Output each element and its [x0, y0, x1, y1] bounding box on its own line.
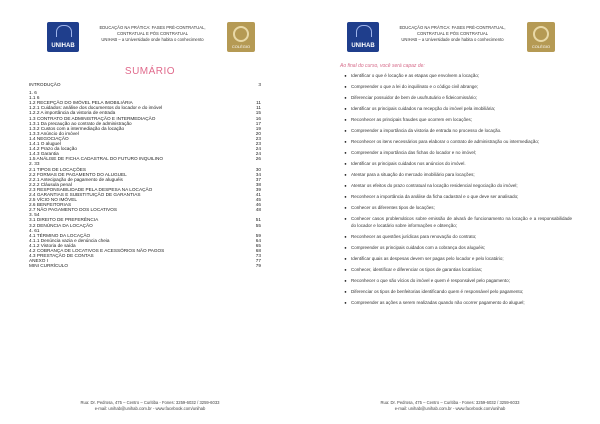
objective-text: Atentar para a situação do mercado imobiliário para locações; [351, 171, 475, 177]
bullet-icon: ● [344, 83, 347, 89]
toc-entry-label: 2.1 TIPOS DE LOCAÇÕES [29, 166, 86, 172]
bullet-icon: ● [344, 73, 347, 78]
toc-entry-page: 41 [255, 191, 261, 197]
toc-entry-page: 26 [255, 156, 261, 162]
unihab-logo: UNIHAB [347, 22, 379, 52]
header-text [390, 25, 515, 43]
toc-entry-label: 2. 33 [29, 161, 40, 167]
objective-text: Compreender as ações a serem realizadas quando não ocorrer pagamento do aluguel; [351, 299, 525, 305]
toc-entry-label: INTRODUÇÃO [29, 82, 61, 87]
objective-item [340, 211, 572, 229]
bullet-icon: ● [344, 149, 347, 155]
toc-entry-page: 24 [255, 151, 261, 157]
objective-item [340, 72, 572, 79]
objective-item [340, 251, 572, 262]
objective-item [340, 262, 572, 273]
objective-item [340, 200, 572, 211]
bullet-icon: ● [344, 204, 347, 210]
page-header [0, 22, 300, 56]
toc-entry-label: 4.2 COBRANÇA DE LOCATIVOS E ACESSÓRIOS NÃO PAGOS [29, 248, 165, 253]
page-header [300, 22, 600, 56]
bullet-icon: ● [344, 234, 347, 240]
bullet-icon: ● [344, 116, 347, 122]
toc-entry-label: 1.3 CONTRATO DE ADMINISTRAÇÃO E INTERMEDIAÇÃO [29, 115, 156, 121]
objective-item [340, 229, 572, 240]
bullet-icon: ● [344, 245, 347, 251]
toc-entry-page: 15 [255, 110, 261, 116]
toc-entry-label: 2.7 NÃO PAGAMENTO DOS LOCATIVOS [29, 207, 118, 213]
toc-entry-label: 2.4 GARANTIAS E SUBSTITUIÇÃO DE GARANTIAS [29, 191, 141, 197]
toc-entry-label: 1. 6 [29, 90, 37, 96]
objective-text: Conhecer os diferentes tipos de locações; [351, 204, 435, 210]
objective-item [340, 167, 572, 178]
toc-entry-page: 23 [255, 141, 261, 147]
page-footer [40, 400, 260, 412]
toc-entry-label: 4.3 PRESTAÇÃO DE CONTAS [29, 253, 94, 259]
toc-entry-label: 1.3.3 Anúncio do imóvel [29, 130, 79, 136]
objective-text: Reconhecer o que são vícios do imóvel e quem é responsável pelo pagamento; [351, 278, 510, 284]
toc-entry-label: 3.2 DENÚNCIA DA LOCAÇÃO [29, 222, 93, 228]
bullet-icon: ● [344, 299, 347, 305]
bullet-icon: ● [344, 138, 347, 144]
objective-item [340, 90, 572, 101]
toc-entry-label: 1.4.2 Prazo da locação [29, 146, 77, 152]
bullet-icon: ● [344, 182, 347, 188]
footer-address: Rua: Dr. Pedrosa, 475 – Centro – Curitiba - Fones: 3259-6032 / 3259-6033 [380, 400, 520, 405]
toc-entry-page: 65 [255, 242, 261, 248]
objective-text: Reconhecer a importância da análise da ficha cadastral e o que deve ser analisado; [351, 193, 519, 199]
toc-entry-label: 2.5 VÍCIO NO IMÓVEL [29, 197, 77, 203]
objective-text: Identificar quais as despesas devem ser pagas pelo locador e pelo locatário; [351, 256, 504, 262]
toc-title: SUMÁRIO [124, 66, 176, 77]
toc-entry-label: 4.1.1 Denúncia vazia e denúncia cheia [29, 237, 110, 243]
table-of-contents [29, 82, 261, 268]
objective-item [340, 295, 572, 306]
objective-item [340, 145, 572, 156]
header-line: UNIHAB – a Universidade onde habita o conhecimento [101, 37, 204, 42]
bullet-icon: ● [344, 193, 347, 199]
toc-entry-page: 77 [255, 258, 261, 264]
college-seal: COLÉGIO [227, 22, 255, 52]
toc-entry-page: 79 [255, 263, 261, 269]
objective-text: Compreender o que a lei do inquilinato e o código civil abrange; [351, 83, 479, 89]
objective-item [340, 79, 572, 90]
bullet-icon: ● [344, 160, 347, 166]
objective-item [340, 240, 572, 251]
toc-entry-label: 1.4 NEGOCIAÇÃO [29, 135, 69, 141]
toc-entry-page: 20 [255, 130, 261, 136]
footer-address: Rua: Dr. Pedrosa, 475 – Centro – Curitiba - Fones: 3259-6032 / 3259-6033 [80, 400, 220, 405]
toc-entry-page: 11 [256, 105, 261, 111]
toc-entry-label: 4.1 TÉRMINO DA LOCAÇÃO [29, 232, 91, 238]
toc-entry-page: 55 [255, 222, 261, 228]
objective-text: Conhecer casos problemáticos sobre emissão de alvará de funcionamento na locação e a responsabilidade do locador e locatário sobre informações e obtenção; [351, 215, 572, 229]
header-line: UNIHAB – a Universidade onde habita o conhecimento [401, 37, 504, 42]
objective-item [340, 273, 572, 284]
toc-entry-label: 3.1 DIREITO DE PREFERÊNCIA [29, 217, 99, 223]
objective-item [340, 189, 572, 200]
bullet-icon: ● [344, 278, 347, 284]
toc-entry-page: 19 [255, 125, 261, 131]
header-line: CONTRATUAL E PÓS CONTRATUAL [416, 31, 489, 36]
toc-entry-page: 16 [255, 115, 261, 121]
objectives-list [340, 72, 572, 306]
toc-entry-label: 1.2.2 A importância da vistoria de entrada [29, 110, 116, 116]
objective-item [340, 101, 572, 112]
toc-entry-label: 2.2 FORMAS DE PAGAMENTO DO ALUGUEL [29, 171, 127, 177]
bullet-icon: ● [344, 256, 347, 262]
objective-text: Conhecer, identificar e diferenciar os tipos de garantias locatícias; [351, 267, 483, 273]
toc-entry-label: 1.3.2 Custos com a intermediação da locação [29, 125, 125, 131]
toc-entry-label: 2.2.1 Antecipação de pagamento de aluguéis [29, 176, 123, 182]
toc-entry[interactable] [29, 263, 261, 268]
objective-text: Compreender os principais cuidados com a cobrança dos aluguéis; [351, 245, 486, 251]
objective-text: Compreender a importância das fichas do locador e no imóvel; [351, 149, 477, 155]
objective-text: Identificar o que é locação e as etapas que envolvem a locação; [351, 73, 480, 78]
objective-text: Reconhecer as principais fraudes que ocorrem em locações; [351, 116, 473, 122]
toc-entry-page: 45 [255, 197, 261, 203]
bullet-icon: ● [344, 171, 347, 177]
header-line: CONTRATUAL E PÓS CONTRATUAL [116, 31, 189, 36]
page-right [300, 0, 600, 424]
toc-entry-page: 73 [255, 253, 261, 259]
bullet-icon: ● [344, 289, 347, 294]
header-text [90, 25, 215, 43]
objective-text: Identificar os principais cuidados nos anúncios do imóvel. [351, 160, 466, 166]
bullet-icon: ● [344, 94, 347, 100]
toc-entry-label: 1.4.3 Garantia [29, 151, 59, 157]
objective-text: Compreender a importância da vistoria de entrada no processo de locação. [351, 127, 502, 133]
toc-entry-page: 59 [255, 232, 261, 238]
toc-entry-label: 3. 54 [29, 212, 40, 218]
objective-item [340, 123, 572, 134]
toc-entry-page: 17 [255, 120, 261, 126]
objective-item [340, 134, 572, 145]
toc-entry-label: 2.3 RESPONSABILIDADE PELA DESPESA NA LOCAÇÃO [29, 186, 153, 192]
college-seal: COLÉGIO [527, 22, 555, 52]
toc-entry-label: 4. 61 [29, 227, 40, 233]
objective-item [340, 178, 572, 189]
page-footer [340, 400, 560, 412]
bullet-icon: ● [344, 267, 347, 273]
toc-entry-page: 51 [255, 217, 261, 223]
toc-entry-page: 68 [255, 248, 261, 253]
objective-item [340, 156, 572, 167]
toc-entry-page: 3 [258, 82, 261, 87]
toc-entry-page: 64 [255, 237, 261, 243]
toc-entry-label: 1.2 RECEPÇÃO DO IMÓVEL PELA IMOBILIÁRIA [29, 100, 133, 106]
bullet-icon: ● [344, 105, 347, 111]
objective-item [340, 284, 572, 295]
toc-entry-page: 48 [255, 207, 261, 213]
objective-item [340, 112, 572, 123]
footer-contact: e-mail: unihab@unihab.com.br - www.facebook.com/unihab [94, 406, 206, 411]
bullet-icon: ● [344, 127, 347, 133]
toc-entry-label: MINI CURRÍCULO [29, 263, 69, 269]
toc-entry-label: ANEXO I [29, 258, 49, 264]
bullet-icon: ● [344, 215, 347, 221]
header-line: EDUCAÇÃO NA PRÁTICA: FASES PRÉ-CONTRATUAL, [99, 25, 206, 30]
unihab-logo: UNIHAB [47, 22, 79, 52]
toc-entry-page: 23 [255, 135, 261, 141]
toc-entry-page: 24 [255, 146, 261, 152]
objective-text: Atentar os efeitos do prazo contratual na locação residencial negociação do imóvel; [351, 182, 518, 188]
toc-entry-label: 1.4.1 O aluguel [29, 141, 61, 147]
footer-contact: e-mail: unihab@unihab.com.br - www.facebook.com/unihab [394, 406, 506, 411]
toc-entry-label: 2.2.2 Cláusula penal [29, 181, 72, 187]
objective-text: Reconhecer os itens necessários para elaborar o contrato de administração ou intermediação; [351, 138, 540, 144]
toc-entry-page: 46 [255, 202, 261, 208]
objective-text: Reconhecer as questões jurídicas para renovação do contrato; [351, 234, 477, 240]
toc-entry-label: 1.3.1 Da precaução ao contrato de administração [29, 120, 132, 126]
toc-entry-page: 11 [256, 100, 261, 106]
objective-text: Diferenciar possuidor de bem de usufrutuário e fideicomissário; [351, 94, 478, 100]
toc-entry-label: 2.6 BENFEITORIAS [29, 202, 72, 208]
objective-text: Identificar os principais cuidados na recepção do imóvel pela imobiliária; [351, 105, 496, 111]
toc-entry-page: 34 [255, 171, 261, 177]
toc-entry-page: 30 [255, 166, 261, 172]
objective-text: Diferenciar os tipos de benfeitorias identificando quem é responsável pelo pagamento; [351, 289, 524, 294]
toc-entry-page: 39 [255, 186, 261, 192]
toc-entry-page: 38 [255, 181, 261, 187]
header-line: EDUCAÇÃO NA PRÁTICA: FASES PRÉ-CONTRATUAL, [399, 25, 506, 30]
objectives-intro: Ao final do curso, você será capaz de: [340, 63, 425, 69]
toc-entry-label: 1.1 6 [29, 95, 40, 101]
toc-entry-label: 4.1.2 Vistoria de saída [29, 242, 76, 248]
toc-entry-label: 1.5 ANÁLISE DE FICHA CADASTRAL DO FUTURO INQUILINO [29, 156, 163, 162]
toc-entry-page: 37 [255, 176, 261, 182]
toc-entry-label: 1.2.1 Cuidados: análise dos documentos do locador e do imóvel [29, 105, 163, 111]
